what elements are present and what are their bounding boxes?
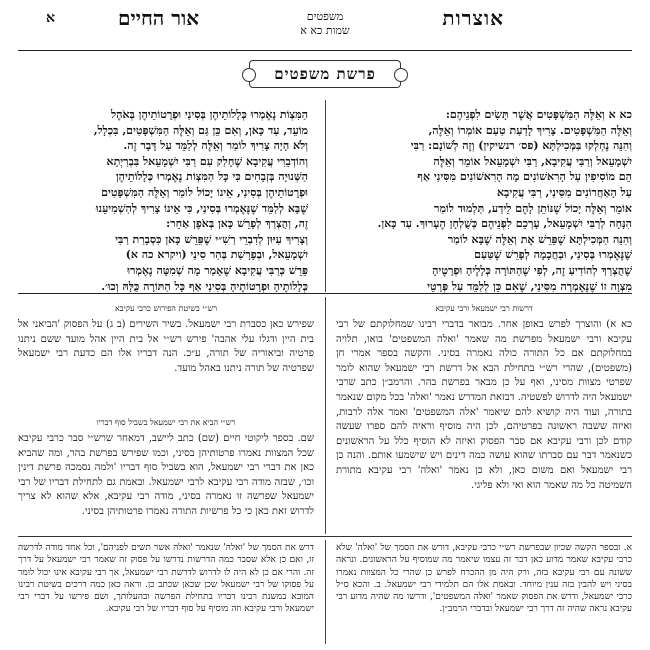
commentary-heading-left-a: רש״י בשיטת הפירוש כרבי עקיבא bbox=[114, 304, 218, 313]
main-text-line: הִנָּחָה לְרַבִּי יִשְׁמָעֵאל, עָרְכֵם לִפְנֵיהֶם כְּשֻׁלְחָן הֶעָרוּךְ. עַד כָּאן. bbox=[377, 217, 632, 231]
footnotes-left-column: דרש את הסמך של 'ואלה' שנאמר 'ואלה אשר תשים לפניהם', וכל אחד מודה לדרשה זו, ואם כן אלא שסבר כמה הדרשות נדרשו על פסוק זה שאמר רבי ישמעאל על דרך זה. והרי אם כן לא היה לו לדרוש לדרשת רבי ישמעאל, אך רבי עקיבא אינו יכול לומר על פסוקו של רבי ישמעאל שכן שכאן שכתב כן. וראה כאן כמה דרכים בשיטת רבינו המובא במשנת רבינו דבריו בתחילת הפרשה ובהעלותך, ושם פירשו על דברי רבי ישמעאל ורבי עקיבא וזה מוסיף על סוף דבריו של רבי עקיבא. bbox=[18, 543, 314, 615]
main-text-left-column bbox=[18, 107, 308, 294]
main-text-line: זֶה, וְהֻצְרַךְ לְפָרֵשׁ כָּאן בְּאֹפֶן אַחֵר: bbox=[166, 217, 308, 231]
column-divider bbox=[325, 100, 326, 292]
main-text-line: אוֹמֵר וְאֵלֶּה יָכוֹל שֶׁנּוֹתֵן לָהֶם לֵידַע, תַּלְמוּד לוֹמַר bbox=[434, 201, 632, 215]
running-header bbox=[18, 6, 632, 50]
main-text-right-column bbox=[342, 107, 632, 294]
section-rule bbox=[18, 293, 632, 294]
verse-reference: שמות כא א bbox=[300, 24, 350, 37]
column-divider bbox=[325, 297, 326, 534]
column-divider bbox=[325, 540, 326, 644]
main-text-line: וְלֹא הָיָה צָרִיךְ לוֹמַר וְאֵלֶּה לְלַמֵּד עַל דָּבָר זֶה. bbox=[123, 139, 308, 153]
main-text-line: הַמִּצְוֹת נֶאֶמְרוּ כְּלָלוֹתֵיהֶן בְּסִינַי וּפְרָטוֹתֵיהֶן בְּאֹהֶל bbox=[111, 108, 308, 121]
main-text-line: פֵּרֵשׁ כְּרַבִּי עֲקִיבָא שֶׁאָמַר מָה שְׁמִטָּה נֶאֶמְרוּ bbox=[127, 263, 308, 277]
section-reference bbox=[300, 10, 349, 38]
main-text-line: וְהִנֵּה נֶחְלְקוּ בַּמְּכִילְתָּא (פס׳ רנשיקין) וְזֶה לְשׁוֹנָם: רַבִּי bbox=[410, 139, 632, 153]
commentary-left-block-a bbox=[18, 318, 314, 376]
main-text-line: יִשְׁמָעֵאל, וּבְפָרָשַׁת בְּהַר סִינַי (ויקרא כה א) bbox=[125, 248, 308, 262]
parsha-banner bbox=[249, 60, 401, 88]
commentary-paragraph: שם. בספר ליקוטי חיים (שם) כתב ליישב, דמאחר שרש״י סבר כרבי עקיבא שכל המצוות נאמרו פרטותיהן בסיני, וכמו שפירש בפרשת בהר, ומה שהביא כאן את דברי רבי ישמעאל, הוא בשביל סוף דבריו 'ולמה נסמכה פרשת דינין וכו׳, שבזה מודה רבי עקיבא לרבי ישמעאל. ובאמת גם לתחילת דבריו של רבי ישמעאל שפרשה זו נאמרה בסיני, מודה רבי עקיבא, אלא שהוא לא צריך לדרוש זאת כאן כי כל פרשיות התורה נאמרו פרטותיהן בסיני. bbox=[18, 433, 314, 517]
main-text-line: כְּלָלוֹתֶיהָ וּפְרָטוֹתֶיהָ בְּסִינַי אַף כָּל הַתּוֹרָה כֻּלָּהּ וְכוּ׳. bbox=[101, 279, 308, 293]
commentary-heading-right: דרשות רבי ישמעאל ורבי עקיבא bbox=[435, 304, 533, 313]
commentary-paragraph: כא א) והוצרך לפרש באופן אחר. מבואר בדברי רבינו שמחלוקתם של רבי עקיבא ורבי ישמעאל מפרשת מה שאמר 'ואלה המשפטים' בואו, תלויה במחלוקתם אם כל התורה כולה נאמרה בסיני. והקשה בספר אמרי חן (משפטים), שהרי רש״י בתחילת הבא אל דרשת רבי ישמעאל שהוא לומר שפרטי מצוות מסיני, ואף על כן מבאר בפרשת בהר. והרמב״ן כתב שרבי ישמעאל היה לדרוש לפשטיה. דבזאת המדרש נאמר 'ואלה' בכל מקום שנאמר בתורה, ועוד היה קושיא להם שיאמר 'אלה המשפטים' ואמר אלה לרבות, ואיזה ששבה ראשונה בפרטיהם, לכן היה מוסיף וראיה להם ספרו שעשה קודם לכן ורבי עקיבא אם סבר הפסוק ואיזה לא הוסיף כלל על הראשונים כשנאמר דבר עם סברתו שהוא עושה כמה דינים ויש שישמעו אותם. והנה כן רבי ישמעאל ואם משום כאן, ולא כן נאמר 'ואלה' רבי עקיבא מתורת השמיטה כל מה שאמר הוא ואי ולא פליגי. bbox=[336, 319, 632, 491]
main-text-line: וּפְרָטוֹתֵיהֶן בְּסִינַי, אֵינוֹ יָכוֹל לוֹמַר וְאֵלֶּה הַמִּשְׁפָּטִים bbox=[101, 185, 308, 199]
page-number: א bbox=[46, 10, 55, 26]
main-text-line: כא א וְאֵלֶּה הַמִּשְׁפָּטִים אֲשֶׁר תָּשִׂים לִפְנֵיהֶם: bbox=[445, 108, 632, 121]
main-text-line: הֵם מוֹסִיפִין עַל הָרִאשׁוֹנִים מָה הָרִאשׁוֹנִים מִסִּינַי אַף bbox=[417, 170, 632, 184]
book-title: אור החיים bbox=[118, 6, 200, 30]
footnote-rule bbox=[18, 536, 632, 537]
main-text-line: שֶׁהֻצְרַךְ לְהוֹדִיעַ זֶה, לְפִי שֶׁהַתּוֹרָה כְּלָלֶיהָ וּפְרָטֶיהָ bbox=[432, 263, 632, 277]
commentary-right-column bbox=[336, 318, 632, 493]
parsha-name: משפטים bbox=[306, 10, 344, 23]
main-text-line: הַשְּׁנוּיָה בְּזְבָחִים כִּי כָּל הַמִּצְוֹת נֶאֶמְרוּ כְּלָלוֹתֵיהֶן bbox=[115, 170, 308, 184]
main-text-line: וְהוֹדְבֵרִי עֲקִיבָא שֶׁחָלַק עִם רַבִּי יִשְׁמָעֵאל בִּבְרַיְתָא bbox=[106, 154, 308, 168]
commentary-left-block-b bbox=[18, 432, 314, 520]
main-text-line: מִצְוָה זוֹ שֶׁנֶּאֶמְרָה מִסִּינַי, שֶׁאִם כֵּן לְלַמֵּד עַל פְּרָטֵי bbox=[427, 279, 632, 293]
publisher-logo: אוצרות bbox=[442, 6, 504, 30]
header-rule bbox=[18, 50, 632, 51]
main-text-line: שֶׁנֶּאֶמְרוּ בְּסִינַי, וּבַחֲכָמָה לְפָרֵשׁ שֶׁטַּעַם bbox=[474, 248, 632, 262]
main-text-line: מוֹעֵד, עַד כָּאן, וְאִם כֵּן גַּם וְאֵלֶּה הַמִּשְׁפָּטִים, בִּכְלָל, bbox=[93, 123, 308, 137]
main-text-line: וְהִנֵּה הַמְּכִילְתָּא שֶׁפֵּרֵשׁ אֶת וְאֵלֶּה שֶׁבָּא לוֹמַר bbox=[447, 232, 632, 246]
main-text-line: יִשְׁמָעֵאל וְרַבִּי עֲקִיבָא, רַבִּי יִשְׁמָעֵאל אוֹמֵר וְאֵלֶּה bbox=[433, 154, 632, 168]
main-text-line: שֶׁבָּא לְלַמֵּד שֶׁנֶּאֶמְרוּ בְּסִינַי, כִּי אֵינוֹ צָרִיךְ לְהַשְׁמִיעֵנוּ bbox=[95, 201, 308, 215]
footnotes-right-column: א. ובספר הקשה שכיון שבפרשת רש״י כרבי עקיבא, דורש את הסמך של 'ואלה' שלא כרבי עקיבא שאמר מדוע כאן דבר זה עצמו שיאמר מה שמוסיף על הראשונים. ונראה ששונה עם רבי עקיבא בזה, ורק היה מן ההכרח לפרש כן שהרי כל המצוות נאמרו בסיני ויש להבין בזה ענין מיוחד. ובאמת אלו הם תלמידי רבי ישמעאל. ב. והכא ס״ל כרבי ישמעאל, ודרש את הפסוק שאמר 'ואלה המשפטים', ודרשו מה שהיה מדוע רבי עקיבא נראה שהיה זה דרך רבי ישמעאל ובדברי הרמב״ן. bbox=[336, 543, 632, 615]
main-text-line: וְצָרִיךְ עִיּוּן לְדִבְרֵי רַשִׁ״י שֶׁפֵּרֵשׁ כָּאן כִּסְבָרַת רַבִּי bbox=[115, 232, 308, 246]
main-text-line: וְאֵלֶּה הַמִּשְׁפָּטִים. צָרִיךְ לָדַעַת טַעַם אוֹמְרוֹ וְאֵלֶּה, bbox=[428, 123, 632, 137]
parsha-banner-title: פרשת משפטים bbox=[274, 64, 376, 83]
main-text-line: עַל הָאַחֲרוֹנִים מִסִּינַי, רַבִּי עֲקִיבָא bbox=[496, 185, 632, 199]
commentary-heading-left-b: רש״י הביא את רבי ישמעאל בשביל סוף דבריו bbox=[96, 418, 236, 427]
commentary-paragraph: שפירש כאן כסברת רבי ישמעאל. בשיר השירים (ב ג) על הפסוק 'הביאני אל בית היין ודגלו עלי אהבה' פירש רש״י אל בית היין אהל מועד ששם ניתנו פרטיה וביאוריה של תורה, ע״כ. הנה דבריו אלו הם כדעת רבי ישמעאל שפרטיה של תורה ניתנו באהל מועד. bbox=[18, 319, 314, 374]
